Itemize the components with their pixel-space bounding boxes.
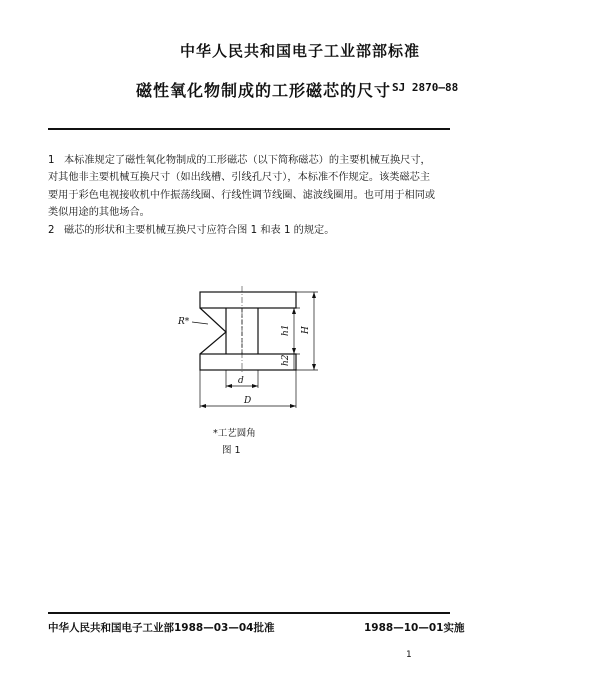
H-arrow-bottom (312, 364, 316, 370)
standard-code: SJ 2870—88 (392, 81, 459, 94)
paragraph-2-text: 磁芯的形状和主要机械互换尺寸应符合图 1 和表 1 的规定。 (64, 224, 335, 236)
paragraph-2 (48, 222, 458, 239)
D-arrow-right (290, 404, 296, 408)
paragraph-1-line: 对其他非主要机械互换尺寸（如出线槽、引线孔尺寸），本标准不作规定。该类磁芯主 (48, 172, 431, 184)
issuer-heading: 中华人民共和国电子工业部部标准 (179, 42, 420, 60)
h1-arrow-top (292, 308, 296, 314)
d-label: d (238, 376, 244, 386)
figure-caption: 图 1 (222, 445, 241, 456)
document-title: 磁性氧化物制成的工形磁芯的尺寸 (136, 81, 392, 100)
h1-arrow-bottom (292, 348, 296, 354)
header-divider (48, 128, 450, 130)
effective-date: 1988—10—01实施 (364, 622, 465, 634)
radius-leader (192, 322, 208, 324)
figure-note: *工艺圆角 (213, 428, 256, 439)
footer-divider (48, 612, 450, 614)
top-flange (200, 292, 296, 308)
paragraph-1-line: 要用于彩色电视接收机中作振荡线圈、行线性调节线圈、滤波线圈用。也可用于相同或 (48, 189, 436, 201)
body-text (48, 152, 458, 239)
paragraph-1-number: 1 (48, 155, 55, 166)
radius-chamfer (200, 308, 226, 354)
figure-1 (176, 282, 326, 422)
paragraph-1 (48, 152, 458, 222)
d-arrow-right (252, 384, 258, 388)
d-arrow-left (226, 384, 232, 388)
paragraph-1-line: 本标准规定了磁性氧化物制成的工形磁芯（以下简称磁芯）的主要机械互换尺寸， (64, 155, 431, 166)
radius-label: R* (178, 317, 190, 327)
paragraph-2-number: 2 (48, 224, 55, 236)
i-core-drawing (176, 282, 326, 422)
approval-date: 中华人民共和国电子工业部1988—03—04批准 (48, 622, 275, 634)
H-label: H (301, 326, 311, 334)
h1-label: h1 (281, 324, 291, 336)
page-number: 1 (406, 650, 412, 660)
H-arrow-top (312, 292, 316, 298)
paragraph-1-line: 类似用途的其他场合。 (48, 207, 150, 219)
D-label: D (244, 396, 252, 406)
D-arrow-left (200, 404, 206, 408)
h2-label: h2 (281, 354, 291, 366)
